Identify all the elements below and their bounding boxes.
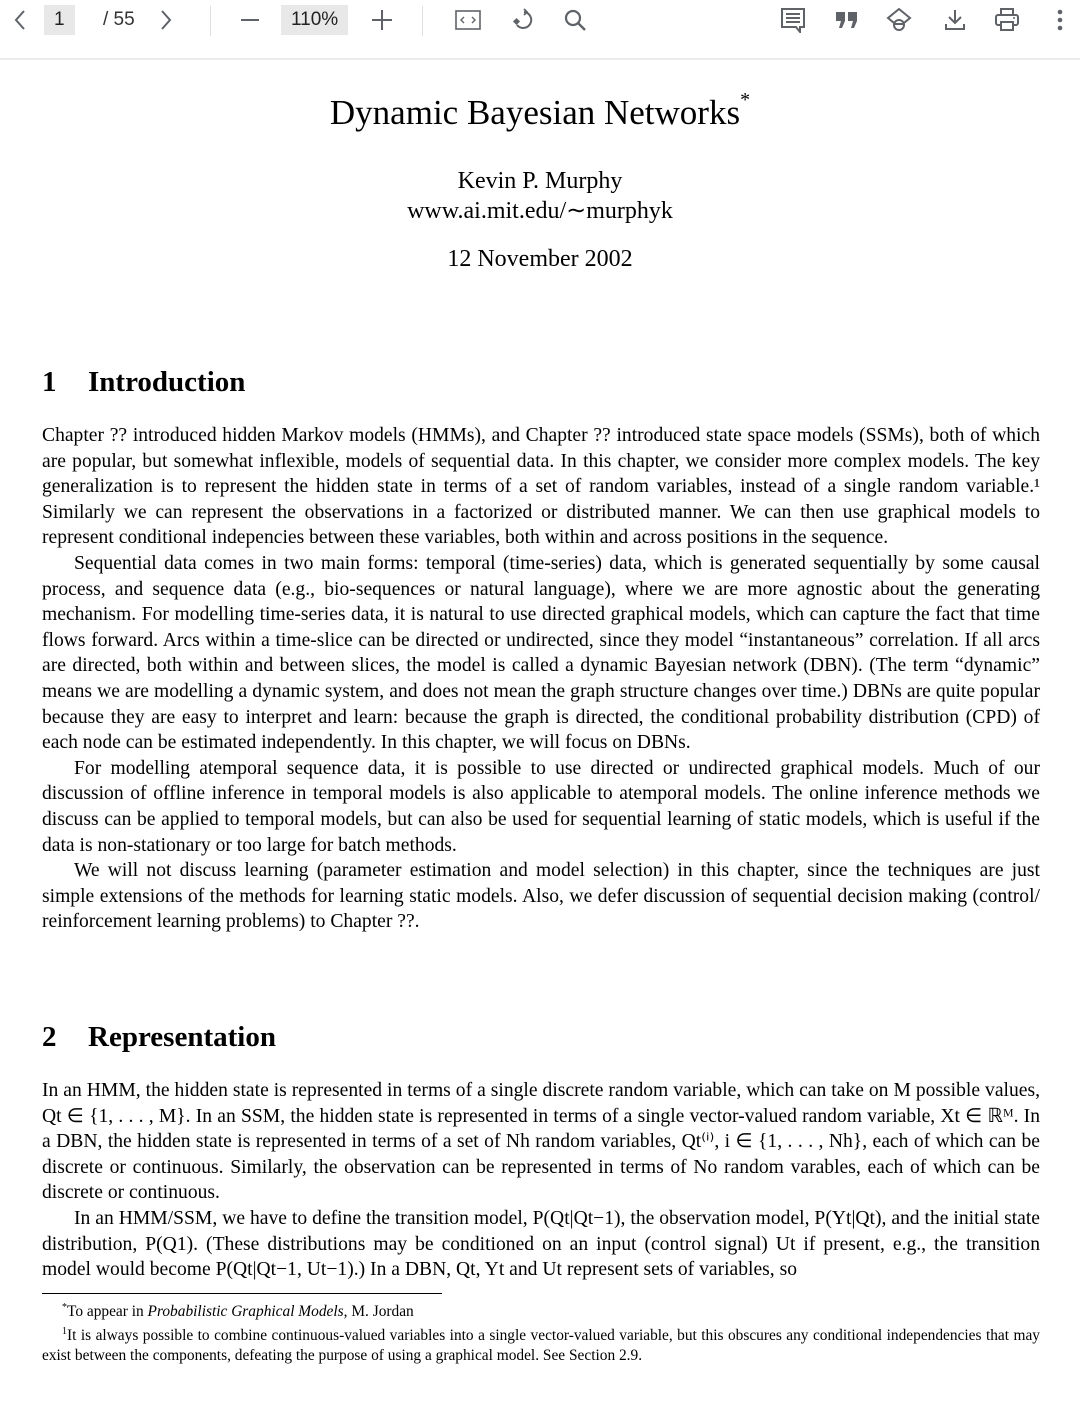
- title-text: Dynamic Bayesian Networks: [329, 93, 741, 132]
- print-button[interactable]: [992, 0, 1022, 40]
- pdf-toolbar: [0, 0, 1080, 40]
- more-vertical-icon: [1057, 9, 1063, 31]
- zoom-in-button[interactable]: [368, 0, 396, 40]
- total-pages-label: / 55: [103, 9, 135, 30]
- section-title: Representation: [88, 1021, 276, 1053]
- paragraph: For modelling atemporal sequence data, it is possible to use directed or undirected graphical models. Much of our discussion of offline inference in temporal models is also applicable to atemporal models. The online inference methods we discuss can be applied to temporal models, but can also be used for sequential learning of static models, which is useful if the data is non-stationary or too large for batch methods.: [42, 757, 1040, 856]
- comments-icon: [780, 7, 806, 33]
- rotate-icon: [511, 8, 535, 32]
- zoom-level-field[interactable]: [281, 0, 348, 40]
- more-options-button[interactable]: [1050, 0, 1070, 40]
- footnotes: [42, 1298, 1040, 1366]
- document-date: 12 November 2002: [447, 246, 633, 272]
- footnote-text: To appear in: [67, 1303, 148, 1321]
- section-title: Introduction: [88, 366, 246, 398]
- footnote-text: It is always possible to combine continuous-valued variables into a single vector-valued variable, but this obscures any conditional independencies that may exist between the components, defeating the purpose of using a graphical model. See Section 2.9.: [42, 1327, 1040, 1365]
- author-url: www.ai.mit.edu/∼murphyk: [407, 198, 673, 224]
- search-button[interactable]: [560, 0, 590, 40]
- footnote-mark: 1: [62, 1326, 67, 1338]
- minus-icon: [240, 10, 260, 30]
- footnote-rule: [42, 1293, 442, 1294]
- section-heading-representation: [42, 1021, 276, 1054]
- comments-button[interactable]: [778, 0, 808, 40]
- footnote-book-title: Probabilistic Graphical Models: [147, 1303, 344, 1321]
- author-name: Kevin P. Murphy: [457, 168, 623, 194]
- page-number-input[interactable]: [44, 0, 75, 40]
- toolbar-divider: [210, 6, 211, 36]
- fit-to-page-button[interactable]: [452, 0, 484, 40]
- print-icon: [994, 8, 1020, 32]
- zoom-level-value[interactable]: 110%: [281, 5, 348, 35]
- section-number: 2: [42, 1021, 57, 1053]
- search-icon: [563, 8, 587, 32]
- quote-icon: [835, 10, 859, 30]
- prev-page-button[interactable]: [8, 0, 32, 40]
- cite-button[interactable]: [832, 0, 862, 40]
- footnote-text: , M. Jordan: [343, 1303, 414, 1321]
- next-page-button[interactable]: [154, 0, 178, 40]
- fit-to-page-icon: [455, 10, 481, 30]
- section-heading-introduction: [42, 366, 245, 399]
- graduation-cap-icon: [886, 7, 912, 33]
- current-page-field[interactable]: 1: [44, 5, 75, 35]
- paragraph: In an HMM, the hidden state is represented in terms of a single discrete random variable, which can take on M possible values, Qt ∈ {1, . . . , M}. In an SSM, the hidden state is represented in terms of a single vector-valued random variable, Xt ∈ ℝᴹ. In a DBN, the hidden state is represented in terms of a set of Nh random variables, Qt⁽ⁱ⁾, i ∈ {1, . . . , Nh}, each of which can be discrete or continuous. Similarly, the observation can be represented in terms of No random varables, each of which can be discrete or continuous.: [42, 1080, 1040, 1204]
- paragraph: Sequential data comes in two main forms: temporal (time-series) data, which is generated sequentially by some causal process, and sequence data (e.g., bio-sequences or natural language), where we are more agnostic about the generating mechanism. For modelling time-series data, it is natural to use directed graphical models, which can capture the fact that time flows forward. Arcs within a time-slice can be directed or undirected, since they model “instantaneous” correlation. If all arcs are directed, both within and between slices, the model is called a dynamic Bayesian network (DBN). (The term “dynamic” means we are modelling a dynamic system, and does not mean the graph structure changes over time.) DBNs are quite popular because they are easy to interpret and learn: because the graph is directed, the conditional probability distribution (CPD) of each node can be estimated independently. In this chapter, we will focus on DBNs.: [42, 552, 1040, 754]
- chevron-left-icon: [13, 9, 27, 31]
- toolbar-separator: [0, 58, 1080, 60]
- rotate-button[interactable]: [508, 0, 538, 40]
- author-block: [0, 166, 1080, 226]
- footnote-mark: *: [62, 1302, 67, 1313]
- paragraph: We will not discuss learning (parameter estimation and model selection) in this chapter, since the techniques are just simple extensions of the methods for learning static models. Also, we defer discussion of sequential decision making (control/ reinforcement learning problems) to Chapter ??.: [42, 860, 1040, 933]
- toolbar-divider: [422, 6, 423, 36]
- footnote-1: [42, 1322, 1040, 1366]
- representation-body: [42, 1078, 1040, 1283]
- download-icon: [943, 8, 967, 32]
- paragraph: Chapter ?? introduced hidden Markov models (HMMs), and Chapter ?? introduced state space models (SSMs), both of which are popular, but somewhat inflexible, models of sequential data. In this chapter, we consider more complex models. The key generalization is to represent the hidden state in terms of a set of random variables, instead of a single random variable.¹ Similarly we can represent the observations in a factorized or distributed manner. We can then use graphical models to represent conditional indepencies between these variables, both within and across positions in the sequence.: [42, 425, 1040, 549]
- document-title: [0, 89, 1080, 133]
- title-footnote-mark: *: [740, 89, 751, 111]
- zoom-out-button[interactable]: [236, 0, 264, 40]
- section-number: 1: [42, 366, 57, 398]
- paragraph: In an HMM/SSM, we have to define the transition model, P(Qt|Qt−1), the observation model, P(Yt|Qt), and the initial state distribution, P(Q1). (These distributions may be conditioned on an input (control signal) Ut if present, e.g., the transition model would become P(Qt|Qt−1, Ut−1).) In a DBN, Qt, Yt and Ut represent sets of variables, so: [42, 1207, 1040, 1281]
- chevron-right-icon: [159, 9, 173, 31]
- introduction-body: [42, 423, 1040, 935]
- scholar-button[interactable]: [884, 0, 914, 40]
- download-button[interactable]: [940, 0, 970, 40]
- footnote-star: [42, 1298, 1040, 1322]
- plus-icon: [371, 9, 393, 31]
